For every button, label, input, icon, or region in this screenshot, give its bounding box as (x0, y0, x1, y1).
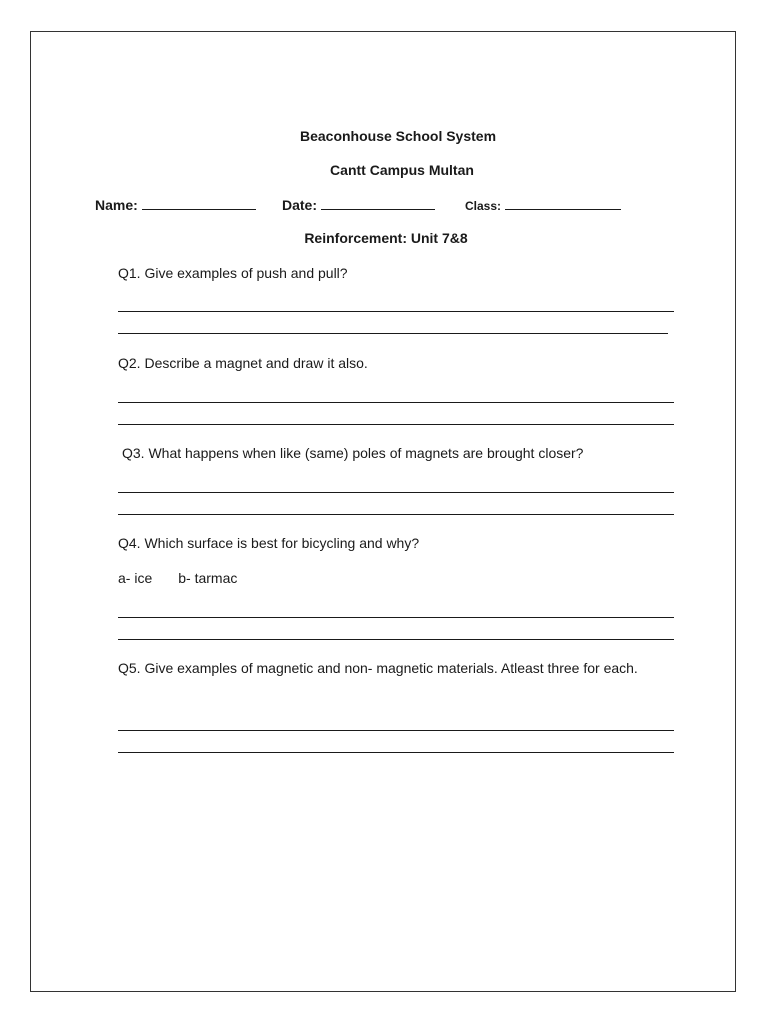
campus-title: Cantt Campus Multan (330, 162, 474, 178)
question-2: Q2. Describe a magnet and draw it also. (118, 355, 368, 371)
option-b: b- tarmac (178, 570, 238, 586)
option-a: a- ice (118, 570, 153, 586)
school-title: Beaconhouse School System (299, 128, 497, 144)
question-5: Q5. Give examples of magnetic and non- magnetic materials. Atleast three for each. (118, 660, 638, 676)
question-4-options (118, 567, 678, 589)
class-blank[interactable] (505, 196, 621, 210)
reinforcement-title: Reinforcement: Unit 7&8 (304, 230, 468, 246)
answer-line-q1-2[interactable] (118, 333, 668, 334)
answer-line-q5-2[interactable] (118, 752, 674, 753)
answer-line-q4-2[interactable] (118, 639, 674, 640)
date-label: Date: (282, 197, 318, 213)
name-field (95, 196, 256, 213)
answer-line-q2-2[interactable] (118, 424, 674, 425)
answer-line-q1-1[interactable] (118, 311, 674, 312)
name-label: Name: (95, 197, 138, 213)
answer-line-q5-1[interactable] (118, 730, 674, 731)
question-3: Q3. What happens when like (same) poles of magnets are brought closer? (122, 445, 584, 461)
name-blank[interactable] (142, 196, 256, 210)
class-label: Class: (465, 199, 502, 213)
answer-line-q3-2[interactable] (118, 514, 674, 515)
class-field (465, 196, 621, 214)
answer-line-q4-1[interactable] (118, 617, 674, 618)
date-blank[interactable] (321, 196, 435, 210)
question-4: Q4. Which surface is best for bicycling and why? (118, 535, 420, 551)
answer-line-q2-1[interactable] (118, 402, 674, 403)
date-field (282, 196, 435, 213)
question-1: Q1. Give examples of push and pull? (118, 265, 348, 281)
answer-line-q3-1[interactable] (118, 492, 674, 493)
